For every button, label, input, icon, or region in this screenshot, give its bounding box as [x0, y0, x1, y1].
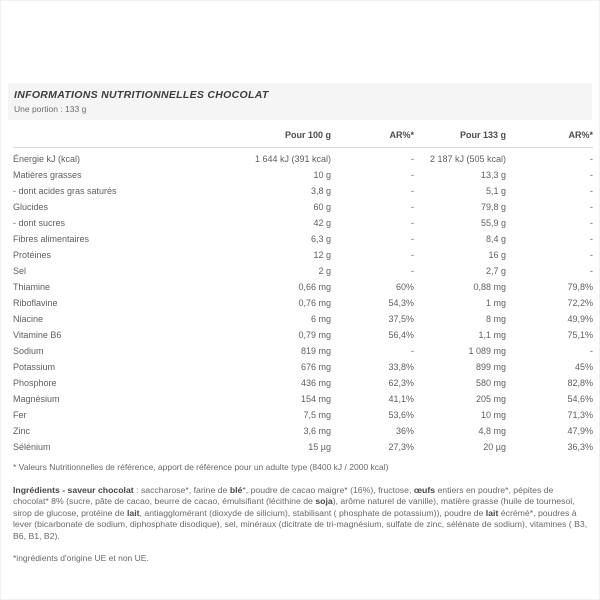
ar-per-133g: 71,3% — [567, 410, 593, 420]
value-per-100g: 0,66 mg — [298, 282, 331, 292]
value-per-100g: 6,3 g — [310, 234, 331, 244]
reference-footnote: * Valeurs Nutritionnelles de référence, apport de référence pour un adulte type (8400 kJ / 2000 kcal) — [13, 462, 389, 472]
ar-per-100g: - — [411, 250, 414, 260]
table-row — [13, 215, 593, 231]
ingredient-text: : saccharose*, farine de — [133, 485, 230, 495]
table-row — [13, 231, 593, 247]
value-per-133g: 205 mg — [475, 394, 506, 404]
nutrient-label: Protéines — [13, 250, 52, 260]
value-per-100g: 2 g — [318, 266, 331, 276]
value-per-133g: 13,3 g — [480, 170, 506, 180]
ar-per-100g: 27,3% — [388, 442, 414, 452]
nutrient-label: Sélénium — [13, 442, 51, 452]
nutrient-label: Sel — [13, 266, 27, 276]
ar-per-133g: 49,9% — [567, 314, 593, 324]
ar-per-133g: 54,6% — [567, 394, 593, 404]
ar-per-133g: - — [590, 202, 593, 212]
ar-133g-column-header: AR%* — [506, 126, 593, 148]
value-per-133g: 1 089 mg — [468, 346, 506, 356]
ar-per-133g: 75,1% — [567, 330, 593, 340]
section-header — [8, 83, 592, 120]
table-row — [13, 439, 593, 455]
value-per-133g: 1,1 mg — [478, 330, 506, 340]
table-row — [13, 359, 593, 375]
nutrient-label: Magnésium — [13, 394, 60, 404]
nutrient-label: Potassium — [13, 362, 56, 372]
value-per-133g: 20 µg — [483, 442, 506, 452]
value-per-100g: 1 644 kJ (391 kcal) — [254, 154, 331, 164]
ar-per-133g: 82,8% — [567, 378, 593, 388]
value-per-100g: 3,8 g — [310, 186, 331, 196]
ingredient-allergen: œufs — [413, 485, 436, 495]
value-per-133g: 5,1 g — [485, 186, 506, 196]
nutrient-label: Phosphore — [13, 378, 57, 388]
ar-per-100g: - — [411, 186, 414, 196]
table-row — [13, 148, 593, 168]
table-row — [13, 247, 593, 263]
ar-per-133g: - — [590, 266, 593, 276]
ar-per-133g: - — [590, 218, 593, 228]
value-per-133g: 580 mg — [475, 378, 506, 388]
nutrient-label: Thiamine — [13, 282, 51, 292]
ingredient-allergen: blé — [229, 485, 243, 495]
value-per-133g: 2 187 kJ (505 kcal) — [429, 154, 506, 164]
ingredient-text: écrémé*, poudres à lever (bicarbonate de sodium, diphosphate disodique), sel, minéraux (dicitrate de tri-magnésium, sulfate de zinc, sélénate de sodium), vitamines ( B3, B6, B1, B2). — [13, 507, 588, 541]
ar-per-100g: 37,5% — [388, 314, 414, 324]
nutrient-label: Sodium — [13, 346, 44, 356]
ingredient-allergen: Ingrédients - saveur chocolat — [13, 485, 134, 495]
value-per-133g: 0,88 mg — [473, 282, 506, 292]
nutrient-label: Fer — [13, 410, 27, 420]
ar-per-133g: - — [590, 154, 593, 164]
table-row — [13, 263, 593, 279]
ar-per-100g: 33,8% — [388, 362, 414, 372]
value-per-100g: 60 g — [313, 202, 331, 212]
ar-per-100g: - — [411, 234, 414, 244]
nutrient-label: Niacine — [13, 314, 44, 324]
table-row — [13, 407, 593, 423]
value-per-100g: 12 g — [313, 250, 331, 260]
ar-per-100g: - — [411, 266, 414, 276]
value-per-100g: 676 mg — [300, 362, 331, 372]
ar-per-100g: - — [411, 346, 414, 356]
value-per-100g: 3,6 mg — [303, 426, 331, 436]
ingredient-text: entiers en poudre*, pépites de chocolat* 8% (sucre, pâte de cacao, beurre de cacao, émulsifiant (lécithine de — [13, 485, 554, 507]
ingredient-text: , antiagglomérant (dioxyde de silicium), stabilisant ( phosphate de potassium)), poudre de — [139, 507, 486, 518]
value-per-100g: 15 µg — [308, 442, 331, 452]
value-per-100g: 10 g — [313, 170, 331, 180]
value-per-133g: 2,7 g — [485, 266, 506, 276]
table-row — [13, 423, 593, 439]
value-per-100g: 0,79 mg — [298, 330, 331, 340]
nutrient-label: Glucides — [13, 202, 49, 212]
nutrient-label: Vitamine B6 — [13, 330, 62, 340]
ingredient-allergen: lait — [126, 507, 140, 518]
table-row — [13, 279, 593, 295]
ar-per-133g: - — [590, 346, 593, 356]
ar-per-133g: 36,3% — [567, 442, 593, 452]
value-per-133g: 4,8 mg — [478, 426, 506, 436]
origin-note: *ingrédients d'origine UE et non UE. — [13, 553, 149, 564]
table-row — [13, 295, 593, 311]
table-row — [13, 327, 593, 343]
ar-per-100g: 60% — [395, 282, 414, 292]
ar-per-100g: 62,3% — [388, 378, 414, 388]
ar-per-100g: - — [411, 202, 414, 212]
nutrient-label: - dont acides gras saturés — [13, 186, 117, 196]
per-100g-column-header: Pour 100 g — [231, 126, 331, 148]
ar-per-133g: 47,9% — [567, 426, 593, 436]
value-per-133g: 16 g — [488, 250, 506, 260]
table-row — [13, 167, 593, 183]
ar-per-133g: - — [590, 234, 593, 244]
value-per-100g: 819 mg — [300, 346, 331, 356]
nutrition-table — [13, 126, 593, 455]
value-per-133g: 8 mg — [485, 314, 506, 324]
ar-per-100g: 56,4% — [388, 330, 414, 340]
ar-per-100g: - — [411, 170, 414, 180]
ar-per-100g: - — [411, 154, 414, 164]
ar-per-133g: - — [590, 186, 593, 196]
ingredient-allergen: lait — [485, 507, 499, 518]
nutrient-label: Riboflavine — [13, 298, 58, 308]
ar-per-133g: - — [590, 250, 593, 260]
ar-per-100g: 54,3% — [388, 298, 414, 308]
section-title: INFORMATIONS NUTRITIONNELLES CHOCOLAT — [14, 89, 269, 101]
ar-per-133g: 79,8% — [567, 282, 593, 292]
table-row — [13, 375, 593, 391]
ar-per-133g: 45% — [574, 362, 593, 372]
per-133g-column-header: Pour 133 g — [414, 126, 506, 148]
ar-per-100g: - — [411, 218, 414, 228]
ar-100g-column-header: AR%* — [331, 126, 414, 148]
nutrient-label: Matières grasses — [13, 170, 82, 180]
value-per-133g: 899 mg — [475, 362, 506, 372]
value-per-100g: 0,76 mg — [298, 298, 331, 308]
table-row — [13, 199, 593, 215]
portion-info: Une portion : 133 g — [14, 104, 87, 114]
value-per-100g: 154 mg — [300, 394, 331, 404]
value-per-133g: 8,4 g — [485, 234, 506, 244]
table-header-row — [13, 126, 593, 148]
ar-per-100g: 41,1% — [388, 394, 414, 404]
table-row — [13, 343, 593, 359]
ar-per-133g: 72,2% — [567, 298, 593, 308]
nutrient-label: - dont sucres — [13, 218, 66, 228]
value-per-100g: 436 mg — [300, 378, 331, 388]
value-per-133g: 10 mg — [480, 410, 506, 420]
nutrient-column-header — [13, 126, 231, 148]
nutrition-table-body — [13, 148, 593, 456]
ingredient-text: ), arôme naturel de vanille), matière grasse (huile de tournesol, sirop de glucose, protéine de — [13, 496, 575, 518]
ar-per-100g: 36% — [395, 426, 414, 436]
value-per-100g: 42 g — [313, 218, 331, 228]
ar-per-133g: - — [590, 170, 593, 180]
value-per-133g: 55,9 g — [480, 218, 506, 228]
ingredient-allergen: soja — [315, 496, 333, 507]
ingredients-paragraph — [13, 485, 589, 542]
ingredient-text: *, poudre de cacao maigre* (16%), fructose, — [242, 485, 414, 495]
value-per-100g: 6 mg — [310, 314, 331, 324]
value-per-133g: 1 mg — [485, 298, 506, 308]
value-per-100g: 7,5 mg — [303, 410, 331, 420]
ar-per-100g: 53,6% — [388, 410, 414, 420]
table-row — [13, 183, 593, 199]
nutrient-label: Énergie kJ (kcal) — [13, 154, 81, 164]
table-row — [13, 311, 593, 327]
value-per-133g: 79,8 g — [480, 202, 506, 212]
nutrient-label: Fibres alimentaires — [13, 234, 90, 244]
table-row — [13, 391, 593, 407]
nutrient-label: Zinc — [13, 426, 31, 436]
